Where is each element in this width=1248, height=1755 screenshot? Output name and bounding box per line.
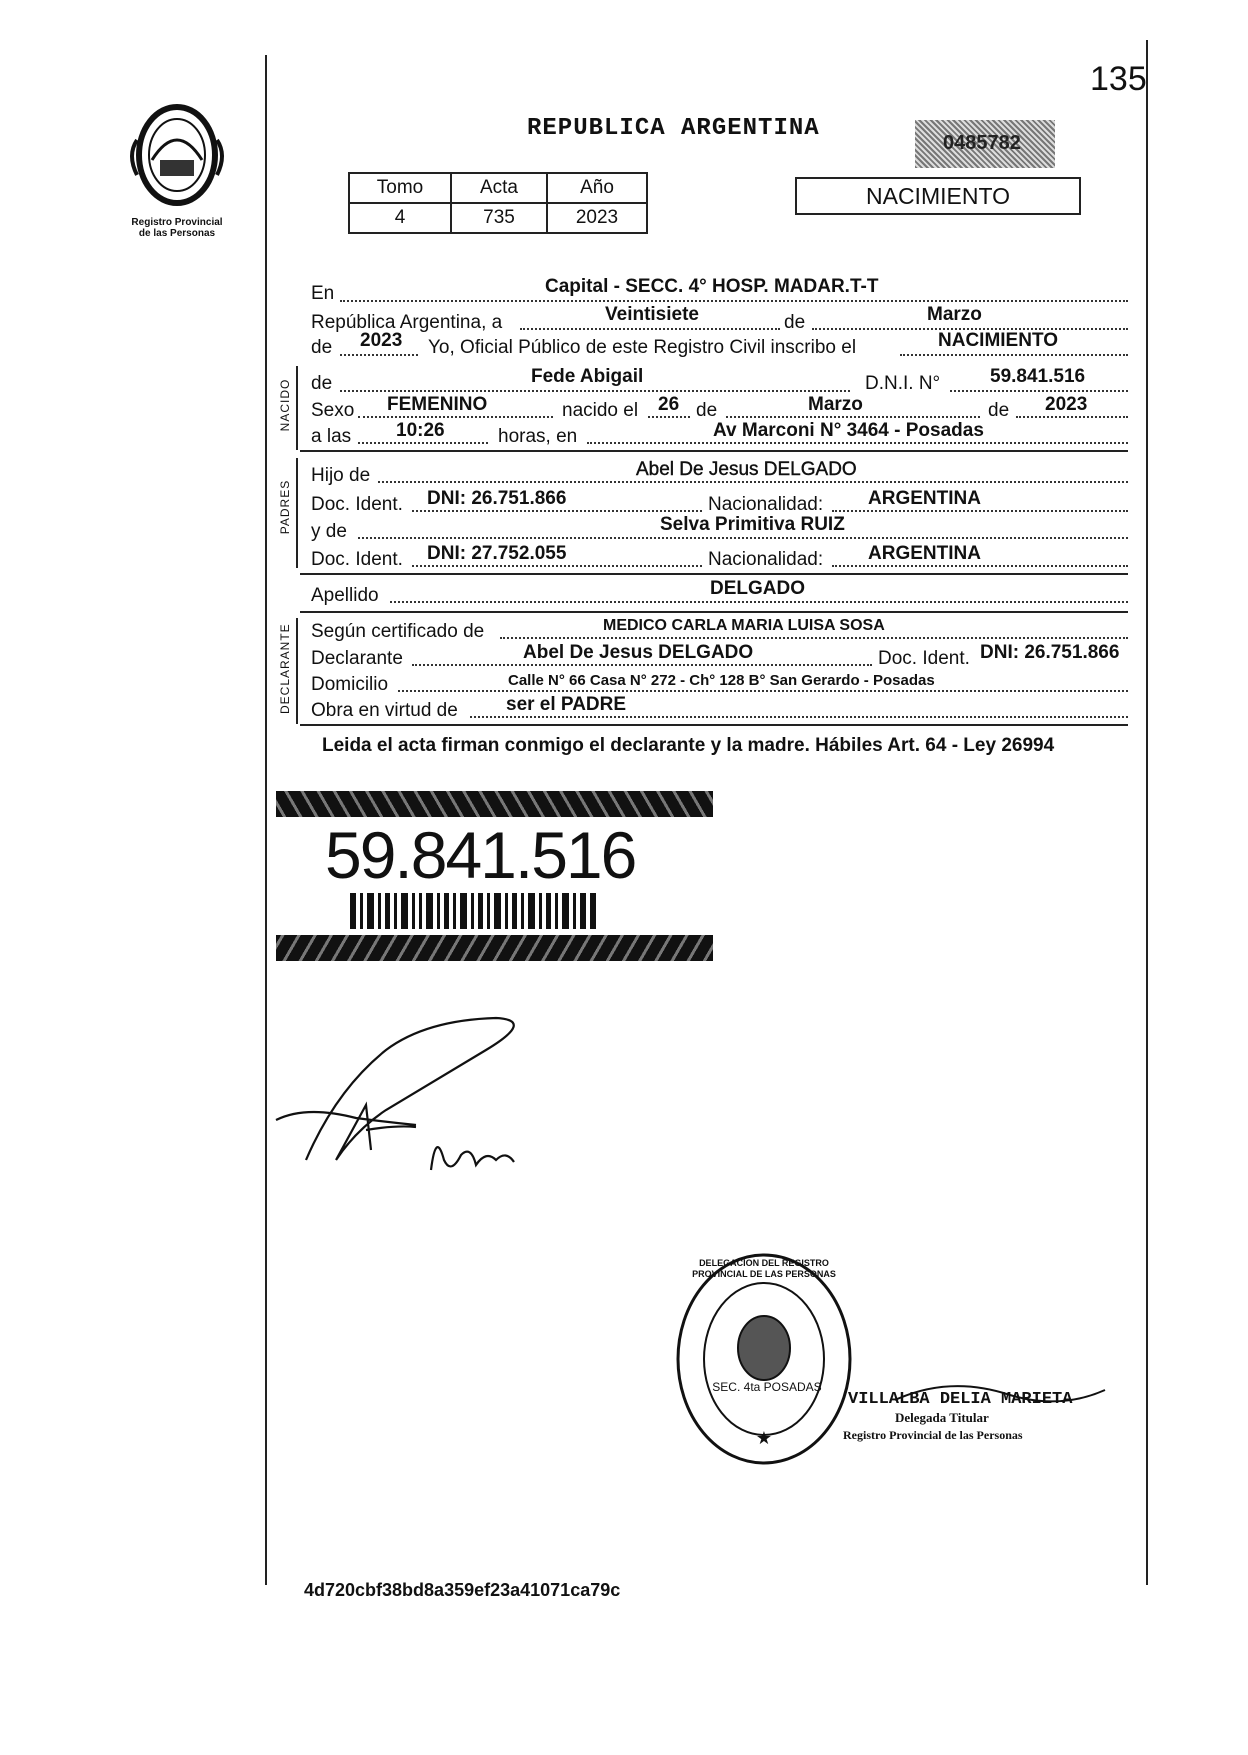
registry-logo — [122, 100, 232, 239]
dotted-line — [340, 390, 850, 392]
de-label-2: de — [696, 400, 718, 421]
dotted-line — [648, 416, 690, 418]
apellido-label: Apellido — [311, 585, 379, 606]
dotted-line — [340, 354, 418, 356]
left-margin-rule — [265, 55, 267, 1585]
birth-time-value: 10:26 — [396, 420, 445, 441]
stamp-code — [915, 120, 1055, 168]
section-divider — [300, 724, 1128, 726]
official-seal-icon — [672, 1248, 857, 1470]
tomo-value: 4 — [349, 203, 451, 233]
declarante-bracket — [296, 618, 298, 724]
place-value: Capital - SECC. 4° HOSP. MADAR.T-T — [545, 276, 879, 297]
tomo-header: Tomo — [349, 173, 451, 203]
barcode-icon — [350, 893, 596, 929]
section-divider — [300, 611, 1128, 613]
dotted-line — [726, 416, 980, 418]
birth-place-value: Av Marconi N° 3464 - Posadas — [713, 420, 984, 441]
de-label: de — [784, 312, 806, 333]
document-hash: 4d720cbf38bd8a359ef23a41071ca79c — [304, 1580, 621, 1600]
declarante-side-label: DECLARANTE — [278, 623, 292, 714]
mother-doc-label: Doc. Ident. — [311, 549, 403, 570]
dotted-line — [412, 664, 872, 666]
birth-month-value: Marzo — [808, 394, 863, 415]
anio-header: Año — [547, 173, 647, 203]
right-margin-rule — [1146, 40, 1148, 1585]
declarante-doc-value: DNI: 26.751.866 — [980, 642, 1120, 663]
dotted-line — [832, 565, 1128, 567]
father-name-value: Abel De Jesus DELGADO — [636, 459, 857, 480]
padres-bracket — [296, 458, 298, 568]
dotted-line — [587, 442, 1128, 444]
seal-ring-text: DELEGACION DEL REGISTRO PROVINCIAL DE LAS PERSONAS — [692, 1258, 836, 1279]
republica-label: República Argentina, a — [311, 312, 503, 333]
stamp-code-text: 0485782 — [943, 132, 1021, 154]
mother-name-value: Selva Primitiva RUIZ — [660, 514, 845, 535]
dni-label: D.N.I. N° — [865, 373, 941, 394]
child-name-value: Fede Abigail — [531, 366, 644, 387]
seal-inner-text: SEC. 4ta POSADAS — [712, 1380, 822, 1394]
anio-value: 2023 — [547, 203, 647, 233]
page-number: 135 — [1090, 60, 1147, 98]
dotted-line — [340, 300, 1128, 302]
nacido-side-label: NACIDO — [278, 378, 292, 432]
padres-side-label: PADRES — [278, 479, 292, 535]
dotted-line — [900, 354, 1128, 356]
dotted-line — [358, 442, 488, 444]
security-band-bottom — [276, 935, 713, 961]
yo-text: Yo, Oficial Público de este Registro Civil inscribo el — [428, 337, 857, 358]
mother-nat-label: Nacionalidad: — [708, 549, 824, 570]
nacido-de-label: de — [311, 373, 333, 394]
acta-header: Acta — [451, 173, 547, 203]
dotted-line — [412, 565, 702, 567]
father-doc-label: Doc. Ident. — [311, 494, 403, 515]
dotted-line — [358, 416, 553, 418]
provincial-seal-icon — [122, 100, 232, 210]
nacido-el-label: nacido el — [562, 400, 639, 421]
declarant-signature — [266, 1010, 576, 1200]
security-band-top — [276, 791, 713, 817]
obra-value: ser el PADRE — [506, 694, 627, 715]
en-label: En — [311, 283, 335, 304]
signatory-title: Delegada Titular — [895, 1410, 989, 1425]
month-text-value: Marzo — [927, 304, 982, 325]
year-value: 2023 — [360, 330, 403, 351]
dotted-line — [1016, 416, 1128, 418]
y-de-label: y de — [311, 521, 347, 542]
signatory-name: VILLALBA DELIA MARIETA — [848, 1390, 1073, 1409]
section-divider — [300, 450, 1128, 452]
cert-value: MEDICO CARLA MARIA LUISA SOSA — [603, 617, 885, 634]
dotted-line — [832, 510, 1128, 512]
father-nat-value: ARGENTINA — [868, 488, 981, 509]
dotted-line — [520, 328, 780, 330]
sexo-value: FEMENINO — [387, 394, 488, 415]
child-dni-value: 59.841.516 — [990, 366, 1086, 387]
a-las-label: a las — [311, 426, 352, 447]
hijo-de-label: Hijo de — [311, 465, 371, 486]
signatory-org: Registro Provincial de las Personas — [843, 1428, 1023, 1442]
birth-day-value: 26 — [658, 394, 680, 415]
declarante-value: Abel De Jesus DELGADO — [523, 642, 754, 663]
event-value: NACIMIENTO — [938, 330, 1058, 351]
dotted-line — [950, 390, 1128, 392]
father-nat-label: Nacionalidad: — [708, 494, 824, 515]
closing-text: Leida el acta firman conmigo el declarante y la madre. Hábiles Art. 64 - Ley 26994 — [322, 735, 1055, 756]
big-dni-number: 59.841.516 — [325, 818, 636, 892]
day-text-value: Veintisiete — [605, 304, 699, 325]
horas-label: horas, en — [498, 426, 578, 447]
domicilio-label: Domicilio — [311, 674, 389, 695]
apellido-value: DELGADO — [710, 578, 805, 599]
document-title: REPUBLICA ARGENTINA — [527, 115, 820, 142]
birth-year-value: 2023 — [1045, 394, 1088, 415]
declarante-doc-label: Doc. Ident. — [878, 648, 970, 669]
dotted-line — [358, 537, 1128, 539]
dotted-line — [390, 601, 1128, 603]
section-divider — [300, 573, 1128, 575]
type-box-text: NACIMIENTO — [866, 183, 1010, 209]
mother-nat-value: ARGENTINA — [868, 543, 981, 564]
de-label-3: de — [988, 400, 1010, 421]
declarante-label: Declarante — [311, 648, 403, 669]
father-doc-value: DNI: 26.751.866 — [427, 488, 567, 509]
type-box — [795, 177, 1081, 215]
logo-caption-line2: de las Personas — [138, 228, 216, 239]
dotted-line — [412, 510, 702, 512]
de2-label: de — [311, 337, 333, 358]
domicilio-value: Calle N° 66 Casa N° 272 - Ch° 128 B° San Gerardo - Posadas — [508, 672, 935, 689]
obra-label: Obra en virtud de — [311, 700, 458, 721]
acta-value: 735 — [451, 203, 547, 233]
dotted-line — [470, 716, 1128, 718]
logo-caption-line1: Registro Provincial — [131, 217, 223, 228]
tomo-acta-table — [348, 172, 648, 234]
cert-label: Según certificado de — [311, 621, 485, 642]
sexo-label: Sexo — [311, 400, 355, 421]
svg-text:★: ★ — [755, 1428, 773, 1448]
mother-doc-value: DNI: 27.752.055 — [427, 543, 567, 564]
dotted-line — [378, 481, 1128, 483]
dotted-line — [500, 637, 1128, 639]
nacido-bracket — [296, 366, 298, 450]
